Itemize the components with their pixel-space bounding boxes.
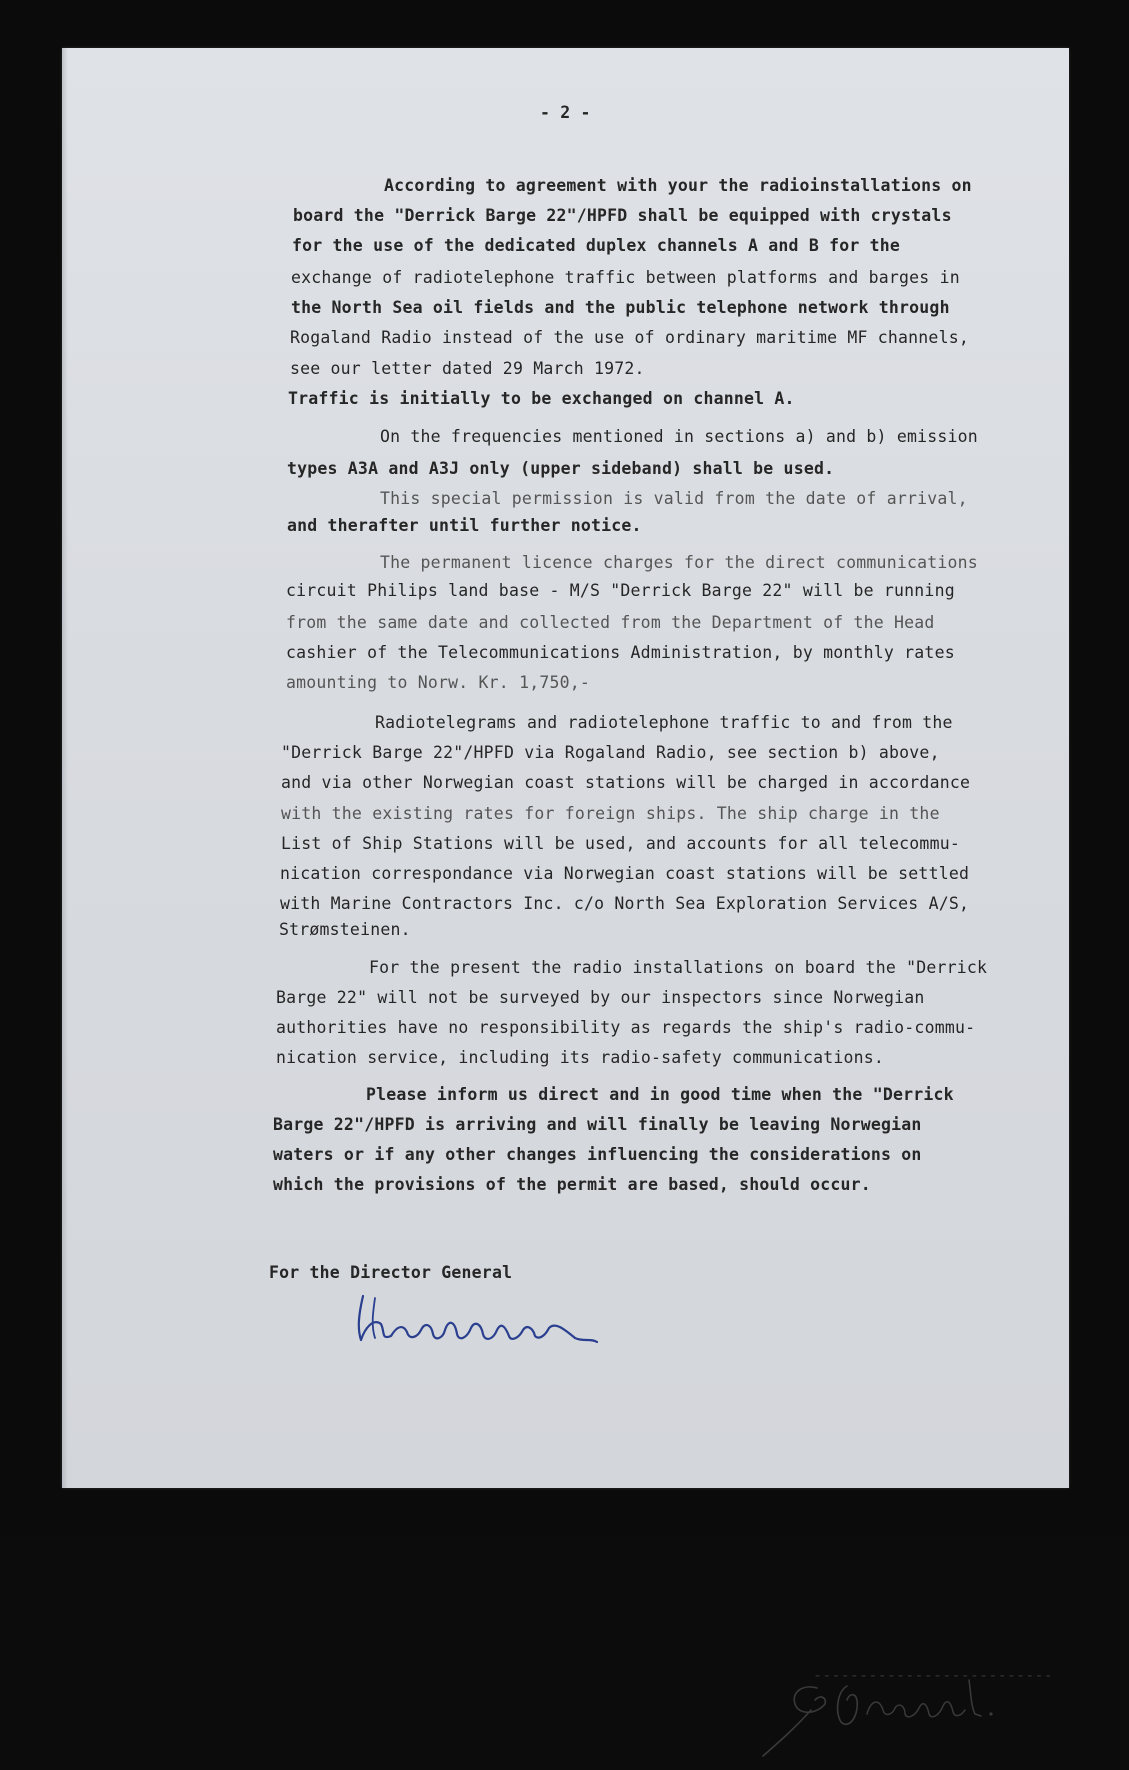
body-line: The permanent licence charges for the direct communications <box>380 553 978 572</box>
body-line: which the provisions of the permit are based, should occur. <box>273 1175 871 1194</box>
body-line: see our letter dated 29 March 1972. <box>290 359 645 378</box>
body-line: with Marine Contractors Inc. c/o North Sea Exploration Services A/S, <box>280 894 970 913</box>
body-line: cashier of the Telecommunications Administration, by monthly rates <box>286 643 955 662</box>
director-signature <box>345 1288 615 1358</box>
body-line: On the frequencies mentioned in sections a) and b) emission <box>380 427 978 446</box>
body-line: for the use of the dedicated duplex channels A and B for the <box>292 236 901 255</box>
body-line: nication correspondance via Norwegian coast stations will be settled <box>280 864 970 883</box>
body-line: with the existing rates for foreign ships. The ship charge in the <box>281 804 940 823</box>
body-line: board the "Derrick Barge 22"/HPFD shall be equipped with crystals <box>293 206 952 225</box>
body-line: authorities have no responsibility as regards the ship's radio-commu- <box>276 1018 976 1037</box>
signature-line: -------------------------- <box>813 1666 1053 1684</box>
body-line: from the same date and collected from the Department of the Head <box>286 613 935 632</box>
body-line: and therafter until further notice. <box>287 516 642 535</box>
body-line: the North Sea oil fields and the public telephone network through <box>291 298 950 317</box>
body-line: waters or if any other changes influencing the considerations on <box>273 1145 922 1164</box>
body-line: Strømsteinen. <box>279 920 411 939</box>
body-line: For the present the radio installations on board the "Derrick <box>369 958 988 977</box>
body-line: and via other Norwegian coast stations will be charged in accordance <box>281 773 971 792</box>
document-page <box>62 48 1069 1488</box>
paper-edge <box>62 48 68 1488</box>
body-line: circuit Philips land base - M/S "Derrick Barge 22" will be running <box>286 581 955 600</box>
body-line: types A3A and A3J only (upper sideband) shall be used. <box>287 459 835 478</box>
body-line: exchange of radiotelephone traffic between platforms and barges in <box>291 268 960 287</box>
page-number: - 2 - <box>540 103 591 122</box>
body-line: Radiotelegrams and radiotelephone traffic to and from the <box>375 713 953 732</box>
body-line: Please inform us direct and in good time when the "Derrick <box>366 1085 954 1104</box>
body-line: This special permission is valid from the date of arrival, <box>380 489 968 508</box>
body-line: List of Ship Stations will be used, and accounts for all telecommu- <box>281 834 960 853</box>
body-line: nication service, including its radio-safety communications. <box>276 1048 885 1067</box>
pencil-signature <box>755 1670 1015 1770</box>
body-line: Barge 22" will not be surveyed by our inspectors since Norwegian <box>276 988 925 1007</box>
body-line: According to agreement with your the radioinstallations on <box>384 176 972 195</box>
closing-text: For the Director General <box>269 1263 513 1282</box>
body-line: amounting to Norw. Kr. 1,750,- <box>286 673 591 692</box>
body-line: "Derrick Barge 22"/HPFD via Rogaland Radio, see section b) above, <box>281 743 940 762</box>
body-line: Rogaland Radio instead of the use of ordinary maritime MF channels, <box>290 328 969 347</box>
body-line: Traffic is initially to be exchanged on channel A. <box>288 389 795 408</box>
body-line: Barge 22"/HPFD is arriving and will finally be leaving Norwegian <box>273 1115 922 1134</box>
